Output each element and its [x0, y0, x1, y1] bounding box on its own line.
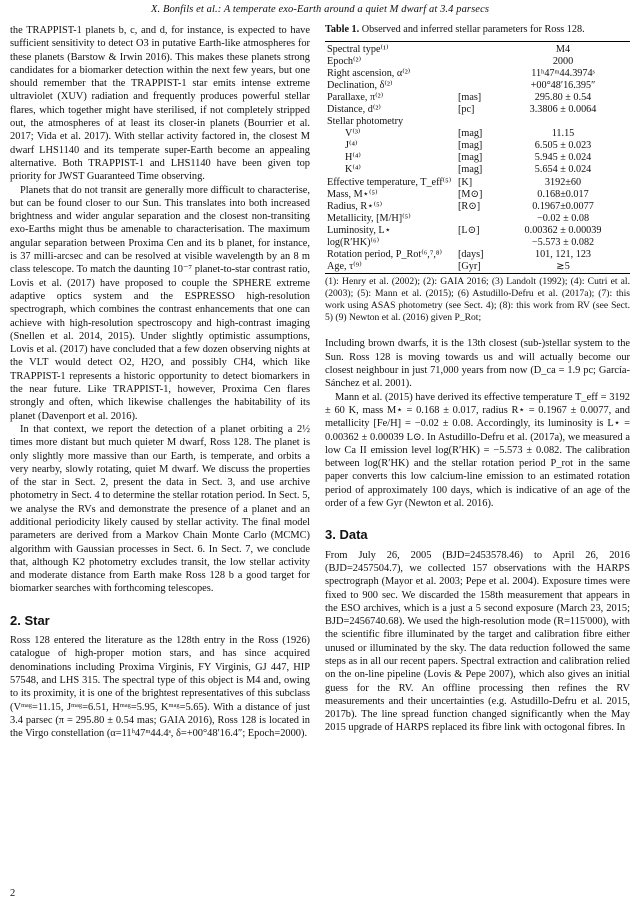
table-row	[325, 68, 630, 80]
param-cell: Rotation period, P_Rot⁽⁶,⁷,⁸⁾	[327, 249, 442, 261]
value-cell: 295.80 ± 0.54	[534, 91, 592, 103]
paragraph: Mann et al. (2015) have derived its effective temperature T_eff = 3192 ± 60 K, mass M⋆ = 0.168 ± 0.017, radius R⋆ = 0.1967 ± 0.0077, and metallicity [Fe/H] = −0.02 ± 0.08. Accordingly, its luminosity is L⋆ = 0.00362 ± 0.00039 L⊙. In Astudillo-Defru et al. (2017a), we measured a low Ca II emission level log(R′HK) = −5.573 ± 0.082. The calibration between log(R′HK) and the stellar rotation period P_rot in the same paper converts this low calcium-line emission to an estimated rotation period of approximately 100 days, which is indicative of an age of the order of a few Gyr (Newton et al. 2016).	[325, 391, 630, 510]
unit-cell	[456, 213, 496, 225]
unit-cell	[456, 41, 496, 56]
value-cell: 3.3806 ± 0.0064	[529, 103, 597, 115]
value-cell: −5.573 ± 0.082	[531, 237, 595, 248]
value-cell: +00°48′16.395″	[530, 79, 596, 91]
unit-cell: [mag]	[458, 140, 483, 152]
table-row	[325, 189, 630, 201]
value-cell: 6.505 ± 0.023	[534, 140, 592, 152]
table-row	[325, 128, 630, 140]
value-cell: 3192±60	[544, 176, 582, 188]
param-cell: Distance, d⁽²⁾	[327, 103, 381, 115]
value-cell: 0.00362 ± 0.00039	[524, 224, 602, 236]
table-caption-text: Observed and inferred stellar parameters for Ross 128.	[359, 24, 585, 35]
right-column	[325, 24, 630, 735]
value-cell: M4	[496, 41, 630, 56]
param-cell: Age, τ⁽⁹⁾	[327, 261, 362, 273]
table-row	[325, 140, 630, 152]
param-cell: Epoch⁽²⁾	[327, 55, 362, 67]
param-cell: Spectral type⁽¹⁾	[325, 41, 456, 56]
table-row	[325, 104, 630, 116]
table-row	[325, 152, 630, 164]
table-row	[325, 249, 630, 261]
running-head: X. Bonfils et al.: A temperate exo-Earth around a quiet M dwarf at 3.4 parsecs	[150, 4, 490, 15]
unit-cell	[456, 237, 496, 249]
unit-cell: [mag]	[458, 152, 483, 164]
table-row	[325, 225, 630, 237]
unit-cell: [mag]	[458, 164, 483, 176]
page-number: 2	[10, 888, 16, 899]
table-row	[325, 201, 630, 213]
value-cell: −0.02 ± 0.08	[536, 212, 590, 224]
value-cell: 11.15	[551, 128, 575, 140]
param-cell: Right ascension, α⁽²⁾	[327, 67, 411, 79]
table-notes: (1): Henry et al. (2002); (2): GAIA 2016; (3) Landolt (1992); (4): Cutri et al. (2003); (5): Mann et al. (2015); (6) Astudillo-Defru et al. (2017a); (7): this work using ASAS photometry (see Sect. 4); (8): this work from RV (see Sect. 5) (9) Newton et al. (2016) given P_Rot;	[325, 276, 630, 323]
value-cell: 2000	[552, 55, 574, 67]
param-cell: H⁽⁴⁾	[345, 152, 361, 164]
unit-cell	[456, 116, 496, 128]
table-row	[325, 177, 630, 189]
paragraph: Planets that do not transit are generally more difficult to characterise, but can be found closer to our Sun. This translates into both increased brightness and wider angular separation and the closest non-transiting exo-Earths might thus be amenable to characterisation. The maximum angular separation between Proxima Cen and its b planet, for instance, is 37 milli-arcsec and can be resolved at visible wavelength by an 8 m class telescope. To match the daunting 10⁻⁷ planet-to-star contrast ratio, Lovis et al. (2017) have proposed to couple the SPHERE extreme adaptive optics system and the ESPRESSO high-resolution spectrograph, which combines the contrast enhancements that one can achieve with high-resolution spectroscopy and high-contrast imaging (Snellen et al. 2014, 2015). Under slightly optimistic assumptions, Lovis et al. (2017) have concluded that a few dozen observing nights at the VLT would detect O2, H2O, and possibly CH4, which like TRAPPIST-1 represents a historic opportunity to detect biomarkers in the near future. Like TRAPPIST-1, however, Proxima Cen flares strongly and often, which likewise challenges the habitability of its planet (Davenport et al. 2016).	[10, 184, 310, 422]
param-cell: V⁽³⁾	[345, 128, 361, 140]
paragraph: the TRAPPIST-1 planets b, c, and d, for instance, is expected to have sufficient sensitivity to detect O3 in putative Earth-like atmospheres for these planets (Barstow & Irwin 2016). This makes these planets strong candidates for a biomarker detection within the next few years, but one should remember that the TRAPPIST-1 star emits intense extreme ultraviolet (XUV) radiation and frequently produces powerful stellar flares, which together might have sterilised, if not completely stripped out, the atmospheres of at least its closer-in planets (Bourrier et al. 2017; Vida et al. 2017). With stellar activity factored in, the closest M dwarf LHS1140 and its temperate super-Earth become an appealing alternative. Both TRAPPIST-1 and LHS1140 have been given top priority for JWST Guaranteed Time observing.	[10, 25, 310, 183]
param-cell: Parallaxe, π⁽²⁾	[327, 91, 384, 103]
table-row	[325, 261, 630, 274]
paragraph: Including brown dwarfs, it is the 13th closest (sub-)stellar system to the Sun. Ross 128 is moving towards us and will actually become our closest neighbour in just 71,000 years from now (D_ca = 1.9 pc; García-Sánchez et al. 2001).	[325, 338, 630, 390]
section-heading-data: 3. Data	[325, 527, 368, 543]
value-cell: 5.654 ± 0.024	[534, 164, 592, 176]
unit-cell: [R⊙]	[458, 200, 481, 212]
section-heading-star: 2. Star	[10, 612, 50, 628]
stellar-parameters-table	[325, 41, 630, 275]
value-cell: ≳5	[556, 261, 570, 273]
param-cell: Metallicity, [M/H]⁽⁵⁾	[327, 212, 411, 224]
value-cell: 5.945 ± 0.024	[534, 152, 592, 164]
value-cell: 101, 121, 123	[534, 249, 592, 261]
table-caption	[325, 24, 630, 37]
param-cell: Radius, R⋆⁽⁵⁾	[327, 200, 383, 212]
param-cell: Mass, M⋆⁽⁵⁾	[327, 188, 378, 200]
table-row	[325, 92, 630, 104]
param-cell: log(R′HK)⁽⁶⁾	[327, 237, 380, 248]
value-cell: 11ʰ47ᵐ44.3974ˢ	[531, 67, 595, 79]
table-row	[325, 213, 630, 225]
param-cell: Stellar photometry	[327, 116, 404, 128]
param-cell: Luminosity, L⋆	[327, 224, 392, 236]
unit-cell	[456, 68, 496, 80]
table-row	[325, 56, 630, 68]
unit-cell: [days]	[458, 249, 484, 261]
value-cell: 0.168±0.017	[537, 188, 589, 200]
unit-cell: [mas]	[458, 91, 482, 103]
unit-cell: [Gyr]	[458, 261, 481, 273]
unit-cell: [K]	[458, 176, 473, 188]
table-row	[325, 41, 630, 56]
unit-cell: [mag]	[458, 128, 483, 140]
paragraph: Ross 128 entered the literature as the 128th entry in the Ross (1926) catalogue of high-proper motion stars, and has since acquired denominations including Proxima Virginis, FY Virginis, GJ 447, HIP 57548, and LHS 315. The spectral type of this object is M4 and, owing to its proximity, it is one of the brightest representatives of this subclass (Vᵐᵃᵍ=11.15, Jᵐᵃᵍ=6.51, Hᵐᵃᵍ=5.95, Kᵐᵃᵍ=5.65). With a distance of just 3.4 parsec (π = 295.80 ± 0.54 mas; GAIA 2016), Ross 128 is located in the Virgo constellation (α=11ʰ47ᵐ44.4ˢ, δ=+00°48′16.4″; Epoch=2000).	[10, 635, 310, 740]
table-row	[325, 164, 630, 176]
param-cell: Effective temperature, T_eff⁽⁵⁾	[327, 176, 452, 188]
value-cell: 0.1967±0.0077	[532, 200, 594, 212]
param-cell: K⁽⁴⁾	[345, 164, 361, 176]
table-row	[325, 116, 630, 128]
value-cell	[496, 116, 630, 128]
param-cell: Declination, δ⁽²⁾	[327, 79, 393, 91]
unit-cell: [L⊙]	[458, 224, 480, 236]
table-label: Table 1.	[325, 24, 360, 35]
table-row	[325, 80, 630, 92]
unit-cell	[456, 80, 496, 92]
unit-cell	[456, 56, 496, 68]
unit-cell: [pc]	[458, 103, 475, 115]
table-row	[325, 237, 630, 249]
unit-cell: [M⊙]	[458, 188, 483, 200]
paragraph: In that context, we report the detection of a planet orbiting a 2½ times more distant but much quieter M dwarf, Ross 128. The planet is only slightly more massive than our Earth, is temperate, and orbits a very nearby, slowly rotating, quiet M dwarf. We discuss the properties of the star in Sect. 2, present the data in Sect. 3, and use archive photometry in Sect. 4 to determine the stellar rotation period. In Sect. 5, we analyse the RVs and demonstrate the presence of a planet and an additional periodicity likely caused by stellar activity. The final model parameters are derived from a Markov Chain Monte Carlo (MCMC) algorithm with Gaussian processes in Sect. 6. In Sect. 7, we conclude that, although K2 photometry excludes transit, the low stellar activity and moderate distance from Earth make Ross 128 b a good target for biomarker searches with forthcoming telescopes.	[10, 423, 310, 595]
param-cell: J⁽⁴⁾	[345, 140, 358, 152]
left-column	[10, 24, 310, 740]
paragraph: From July 26, 2005 (BJD=2453578.46) to April 26, 2016 (BJD=2457504.7), we collected 157 observations with the HARPS spectrograph (Mayor et al. 2003; Pepe et al. 2004). Exposure times were fixed to 900 sec. We discarded the 158th measurement that appears in the ESO archives, which is a just a 5 second exposure (March 23, 2015; BJD=2456740.68). We used the high-resolution mode (R=115'000), with the scientific fibre illuminated by the target and calibration fibre either unused or illuminated by the sky. The data reduction followed the same steps as in all our recent papers. Spectral extraction and calibration relied on the on-line pipeline (Lovis & Pepe 2007), which also gives an initial guess for the RV. An offline processing then refines the RV measurements and their uncertainties (e.g. Astudillo-Defru et al. 2015, 2017b). The line spread function changed significantly when the May 2015 upgrade of HARPS replaced its fibre link with octogonal fibres. In	[325, 549, 630, 734]
